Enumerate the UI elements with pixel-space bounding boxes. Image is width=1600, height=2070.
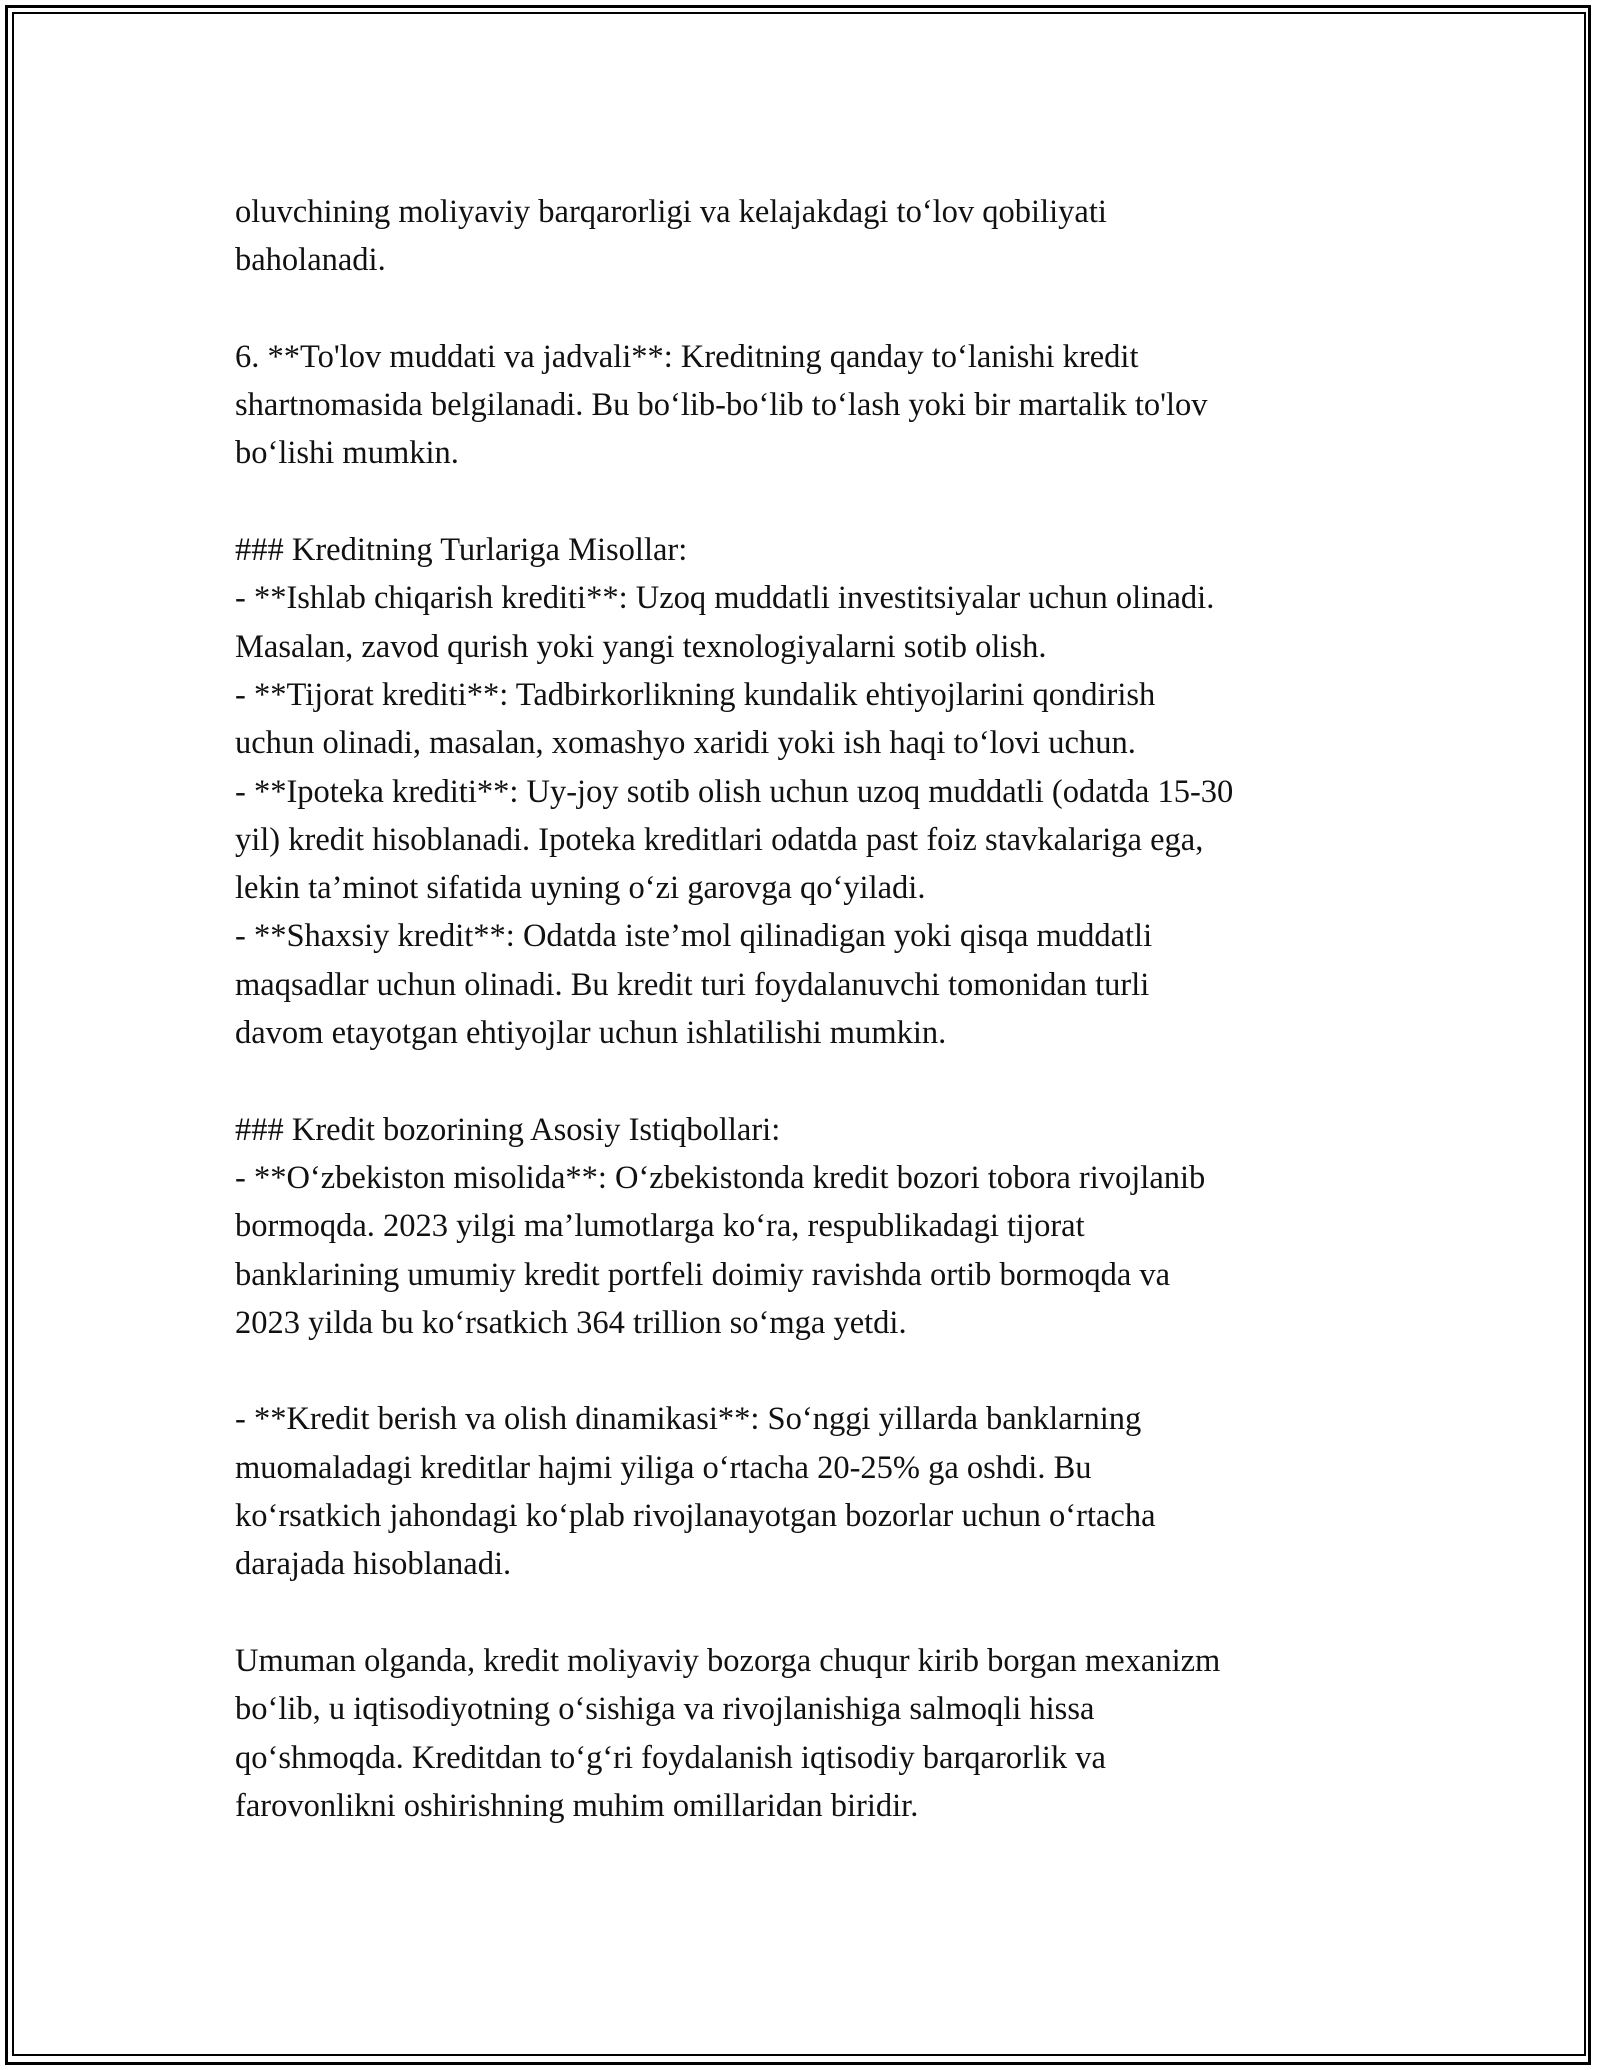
text-line: Umuman olganda, kredit moliyaviy bozorga chuqur kirib borgan mexanizm — [235, 1642, 1221, 1679]
text-line: bormoqda. 2023 yilgi ma’lumotlarga ko‘ra, respublikadagi tijorat — [235, 1208, 1085, 1245]
text-line: yil) kredit hisoblanadi. Ipoteka kreditlari odatda past foiz stavkalariga ega, — [235, 821, 1204, 858]
text-line: oluvchining moliyaviy barqarorligi va kelajakdagi to‘lov qobiliyati — [235, 194, 1107, 230]
text-line: davom etayotgan ehtiyojlar uchun ishlatilishi mumkin. — [235, 1015, 947, 1052]
list-item: - **Shaxsiy kredit**: Odatda iste’mol qilinadigan yoki qisqa muddatli — [235, 918, 1153, 955]
document-body — [235, 188, 1385, 1830]
text-line: farovonlikni oshirishning muhim omillaridan biridir. — [235, 1787, 919, 1824]
list-item: - **O‘zbekiston misolida**: O‘zbekistonda kredit bozori tobora rivojlanib — [235, 1159, 1206, 1196]
text-line: banklarining umumiy kredit portfeli doimiy ravishda ortib bormoqda va — [235, 1256, 1171, 1293]
list-item: - **Ishlab chiqarish krediti**: Uzoq muddatli investitsiyalar uchun olinadi. — [235, 580, 1215, 617]
text-line: baholanadi. — [235, 242, 386, 279]
paragraph-gap — [235, 478, 1385, 526]
section-heading: ### Kredit bozorining Asosiy Istiqbollari: — [235, 1111, 781, 1148]
list-item: - **Kredit berish va olish dinamikasi**: So‘nggi yillarda banklarning — [235, 1401, 1142, 1438]
text-line: Masalan, zavod qurish yoki yangi texnologiyalarni sotib olish. — [235, 628, 1047, 665]
text-line: shartnomasida belgilanadi. Bu bo‘lib-bo‘lib to‘lash yoki bir martalik to'lov — [235, 387, 1208, 424]
text-line: uchun olinadi, masalan, xomashyo xaridi yoki ish haqi to‘lovi uchun. — [235, 725, 1136, 762]
text-line: maqsadlar uchun olinadi. Bu kredit turi foydalanuvchi tomonidan turli — [235, 966, 1150, 1003]
text-line: muomaladagi kreditlar hajmi yiliga o‘rtacha 20-25% ga oshdi. Bu — [235, 1449, 1092, 1486]
list-item: - **Tijorat krediti**: Tadbirkorlikning kundalik ehtiyojlarini qondirish — [235, 676, 1156, 713]
text-line: 2023 yilda bu ko‘rsatkich 364 trillion so‘mga yetdi. — [235, 1304, 907, 1341]
section-heading: ### Kreditning Turlariga Misollar: — [235, 532, 688, 569]
text-line: ko‘rsatkich jahondagi ko‘plab rivojlanayotgan bozorlar uchun o‘rtacha — [235, 1498, 1156, 1535]
paragraph-gap — [235, 1057, 1385, 1105]
text-line: 6. **To'lov muddati va jadvali**: Kreditning qanday to‘lanishi kredit — [235, 338, 1139, 375]
paragraph-gap — [235, 1589, 1385, 1637]
text-line: bo‘lishi mumkin. — [235, 435, 459, 472]
text-line: qo‘shmoqda. Kreditdan to‘g‘ri foydalanish iqtisodiy barqarorlik va — [235, 1739, 1106, 1776]
text-line: darajada hisoblanadi. — [235, 1546, 512, 1583]
text-line: lekin ta’minot sifatida uyning o‘zi garovga qo‘yiladi. — [235, 870, 926, 907]
text-line: bo‘lib, u iqtisodiyotning o‘sishiga va rivojlanishiga salmoqli hissa — [235, 1691, 1095, 1728]
paragraph-gap — [235, 285, 1385, 333]
paragraph-gap — [235, 1347, 1385, 1395]
list-item: - **Ipoteka krediti**: Uy-joy sotib olish uchun uzoq muddatli (odatda 15-30 — [235, 773, 1234, 810]
